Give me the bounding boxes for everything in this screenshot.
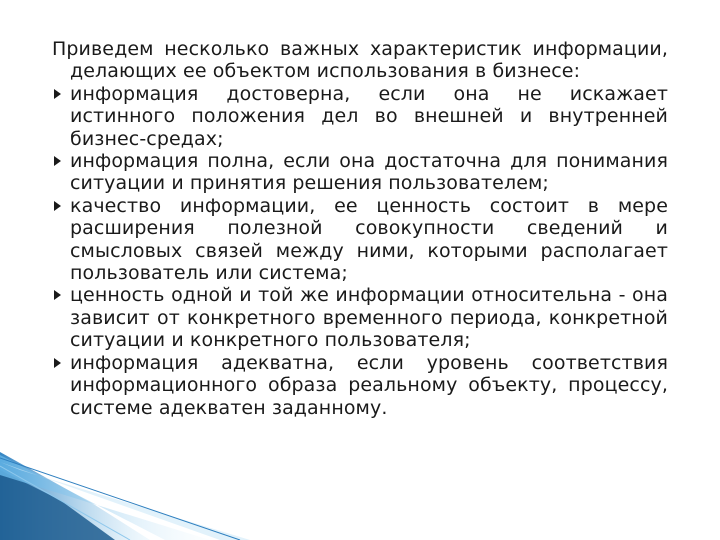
arrow-right-icon	[54, 290, 61, 300]
list-item-text: информация достоверна, если она не искажает истинного положения дел во внешней и внутренней бизнес-средах;	[70, 82, 668, 150]
arrow-right-icon	[54, 358, 61, 368]
list-item	[52, 83, 668, 150]
arrow-right-icon	[54, 89, 61, 99]
slide-content	[52, 38, 668, 419]
list-item-text: информация полна, если она достаточна для понимания ситуации и принятия решения пользователем;	[70, 150, 668, 195]
list-item	[52, 150, 668, 195]
list-item-text: качество информации, ее ценность состоит в мере расширения полезной совокупности сведений и смысловых связей между ними, которыми располагает пользователь или система;	[70, 194, 668, 285]
characteristics-list	[52, 83, 668, 419]
intro-paragraph: Приведем несколько важных характеристик информации, делающих ее объектом использования в бизнесе:	[52, 38, 668, 83]
list-item	[52, 352, 668, 419]
list-item-text: ценность одной и той же информации относительна - она зависит от конкретного временного периода, конкретной ситуации и конкретного пользователя;	[70, 284, 668, 352]
list-item	[52, 195, 668, 285]
arrow-right-icon	[54, 201, 61, 211]
list-item	[52, 284, 668, 351]
list-item-text: информация адекватна, если уровень соответствия информационного образа реальному объекту, процессу, системе адекватен заданному.	[70, 351, 668, 419]
arrow-right-icon	[54, 156, 61, 166]
